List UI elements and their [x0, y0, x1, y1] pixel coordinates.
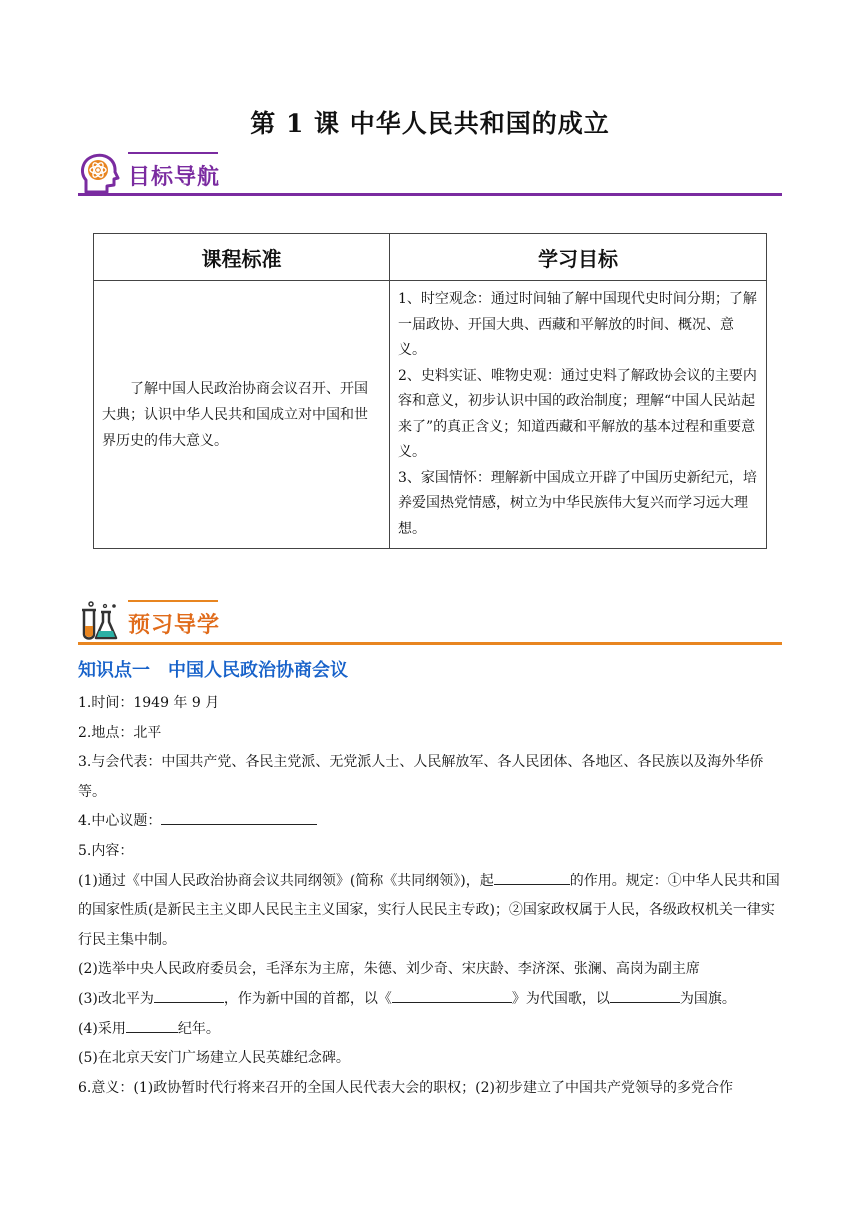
- line-content: 5.内容：: [78, 842, 134, 859]
- section-header-goals: [78, 152, 782, 196]
- goal-item: 1、时空观念：通过时间轴了解中国现代史时间分期；了解一届政协、开国大典、西藏和平解放的时间、概况、意义。: [398, 291, 757, 358]
- fill-blank[interactable]: [494, 868, 570, 885]
- body-text: [78, 689, 782, 1103]
- section-header-preview: [78, 600, 782, 644]
- goal-item: 3、家国情怀：理解新中国成立开辟了中国历史新纪元，培养爱国热党情感，树立为中华民族伟大复兴而学习远大理想。: [398, 469, 757, 537]
- line-capital: [78, 985, 782, 1015]
- goals-table: [93, 233, 767, 549]
- goals-cell: [390, 281, 767, 549]
- calendar-text-a: (4)采用: [78, 1020, 126, 1037]
- fill-blank[interactable]: [392, 986, 512, 1003]
- header-overline: [128, 152, 218, 154]
- fill-blank[interactable]: [154, 986, 224, 1003]
- capital-text-c: 》为代国歌，以: [511, 990, 610, 1007]
- program-text-a: (1)通过《中国人民政治协商会议共同纲领》(简称《共同纲领》)，起: [78, 872, 494, 889]
- program-text-b: 的作用。规定：①中华人民共和国的国家性质(是新民主主义即人民民主主义国家，实行人民民主专政)；②国家政权属于人民，各级政权机关一律实行民主集中制。: [78, 872, 780, 948]
- section-divider: [78, 193, 782, 196]
- fill-blank[interactable]: [610, 986, 680, 1003]
- capital-text-b: ，作为新中国的首都，以《: [223, 990, 392, 1007]
- line-place: 2.地点：北平: [78, 724, 162, 741]
- line-significance: 6.意义：(1)政协暂时代行将来召开的全国人民代表大会的职权；(2)初步建立了中国共产党领导的多党合作: [78, 1079, 734, 1096]
- line-delegates: 3.与会代表：中国共产党、各民主党派、无党派人士、人民解放军、各人民团体、各地区、各民族以及海外华侨等。: [78, 754, 764, 800]
- line-calendar: [78, 1015, 782, 1045]
- line-topic: [78, 807, 782, 837]
- header-goals: 学习目标: [390, 234, 767, 281]
- line-time: 1.时间：1949 年 9 月: [78, 695, 220, 711]
- capital-text-a: (3)改北平为: [78, 990, 154, 1007]
- header-overline: [128, 600, 218, 602]
- calendar-text-b: 纪年。: [177, 1020, 220, 1037]
- topic-label: 4.中心议题：: [78, 813, 162, 830]
- section-label: 目标导航: [128, 165, 221, 190]
- line-election: (2)选举中央人民政府委员会，毛泽东为主席，朱德、刘少奇、宋庆龄、李济深、张澜、高岗为副主席: [78, 961, 700, 978]
- header-standard: 课程标准: [94, 234, 390, 281]
- lesson-title: 第 1 课 中华人民共和国的成立: [250, 109, 610, 138]
- section-label: 预习导学: [128, 613, 221, 638]
- line-monument: (5)在北京天安门广场建立人民英雄纪念碑。: [78, 1050, 350, 1067]
- standard-cell: 了解中国人民政治协商会议召开、开国大典；认识中华人民共和国成立对中国和世界历史的伟大意义。: [94, 281, 390, 549]
- knowledge-point-title: 知识点一 中国人民政治协商会议: [78, 660, 348, 681]
- section-divider: [78, 642, 782, 645]
- brain-atom-icon: [78, 152, 120, 194]
- lab-flask-icon: [78, 600, 120, 642]
- line-program: [78, 867, 782, 956]
- fill-blank[interactable]: [126, 1016, 178, 1033]
- capital-text-d: 为国旗。: [679, 990, 736, 1007]
- fill-blank[interactable]: [161, 808, 317, 825]
- goal-item: 2、史料实证、唯物史观：通过史料了解政协会议的主要内容和意义，初步认识中国的政治制度；理解“中国人民站起来了”的真正含义；知道西藏和平解放的基本过程和重要意义。: [398, 367, 757, 460]
